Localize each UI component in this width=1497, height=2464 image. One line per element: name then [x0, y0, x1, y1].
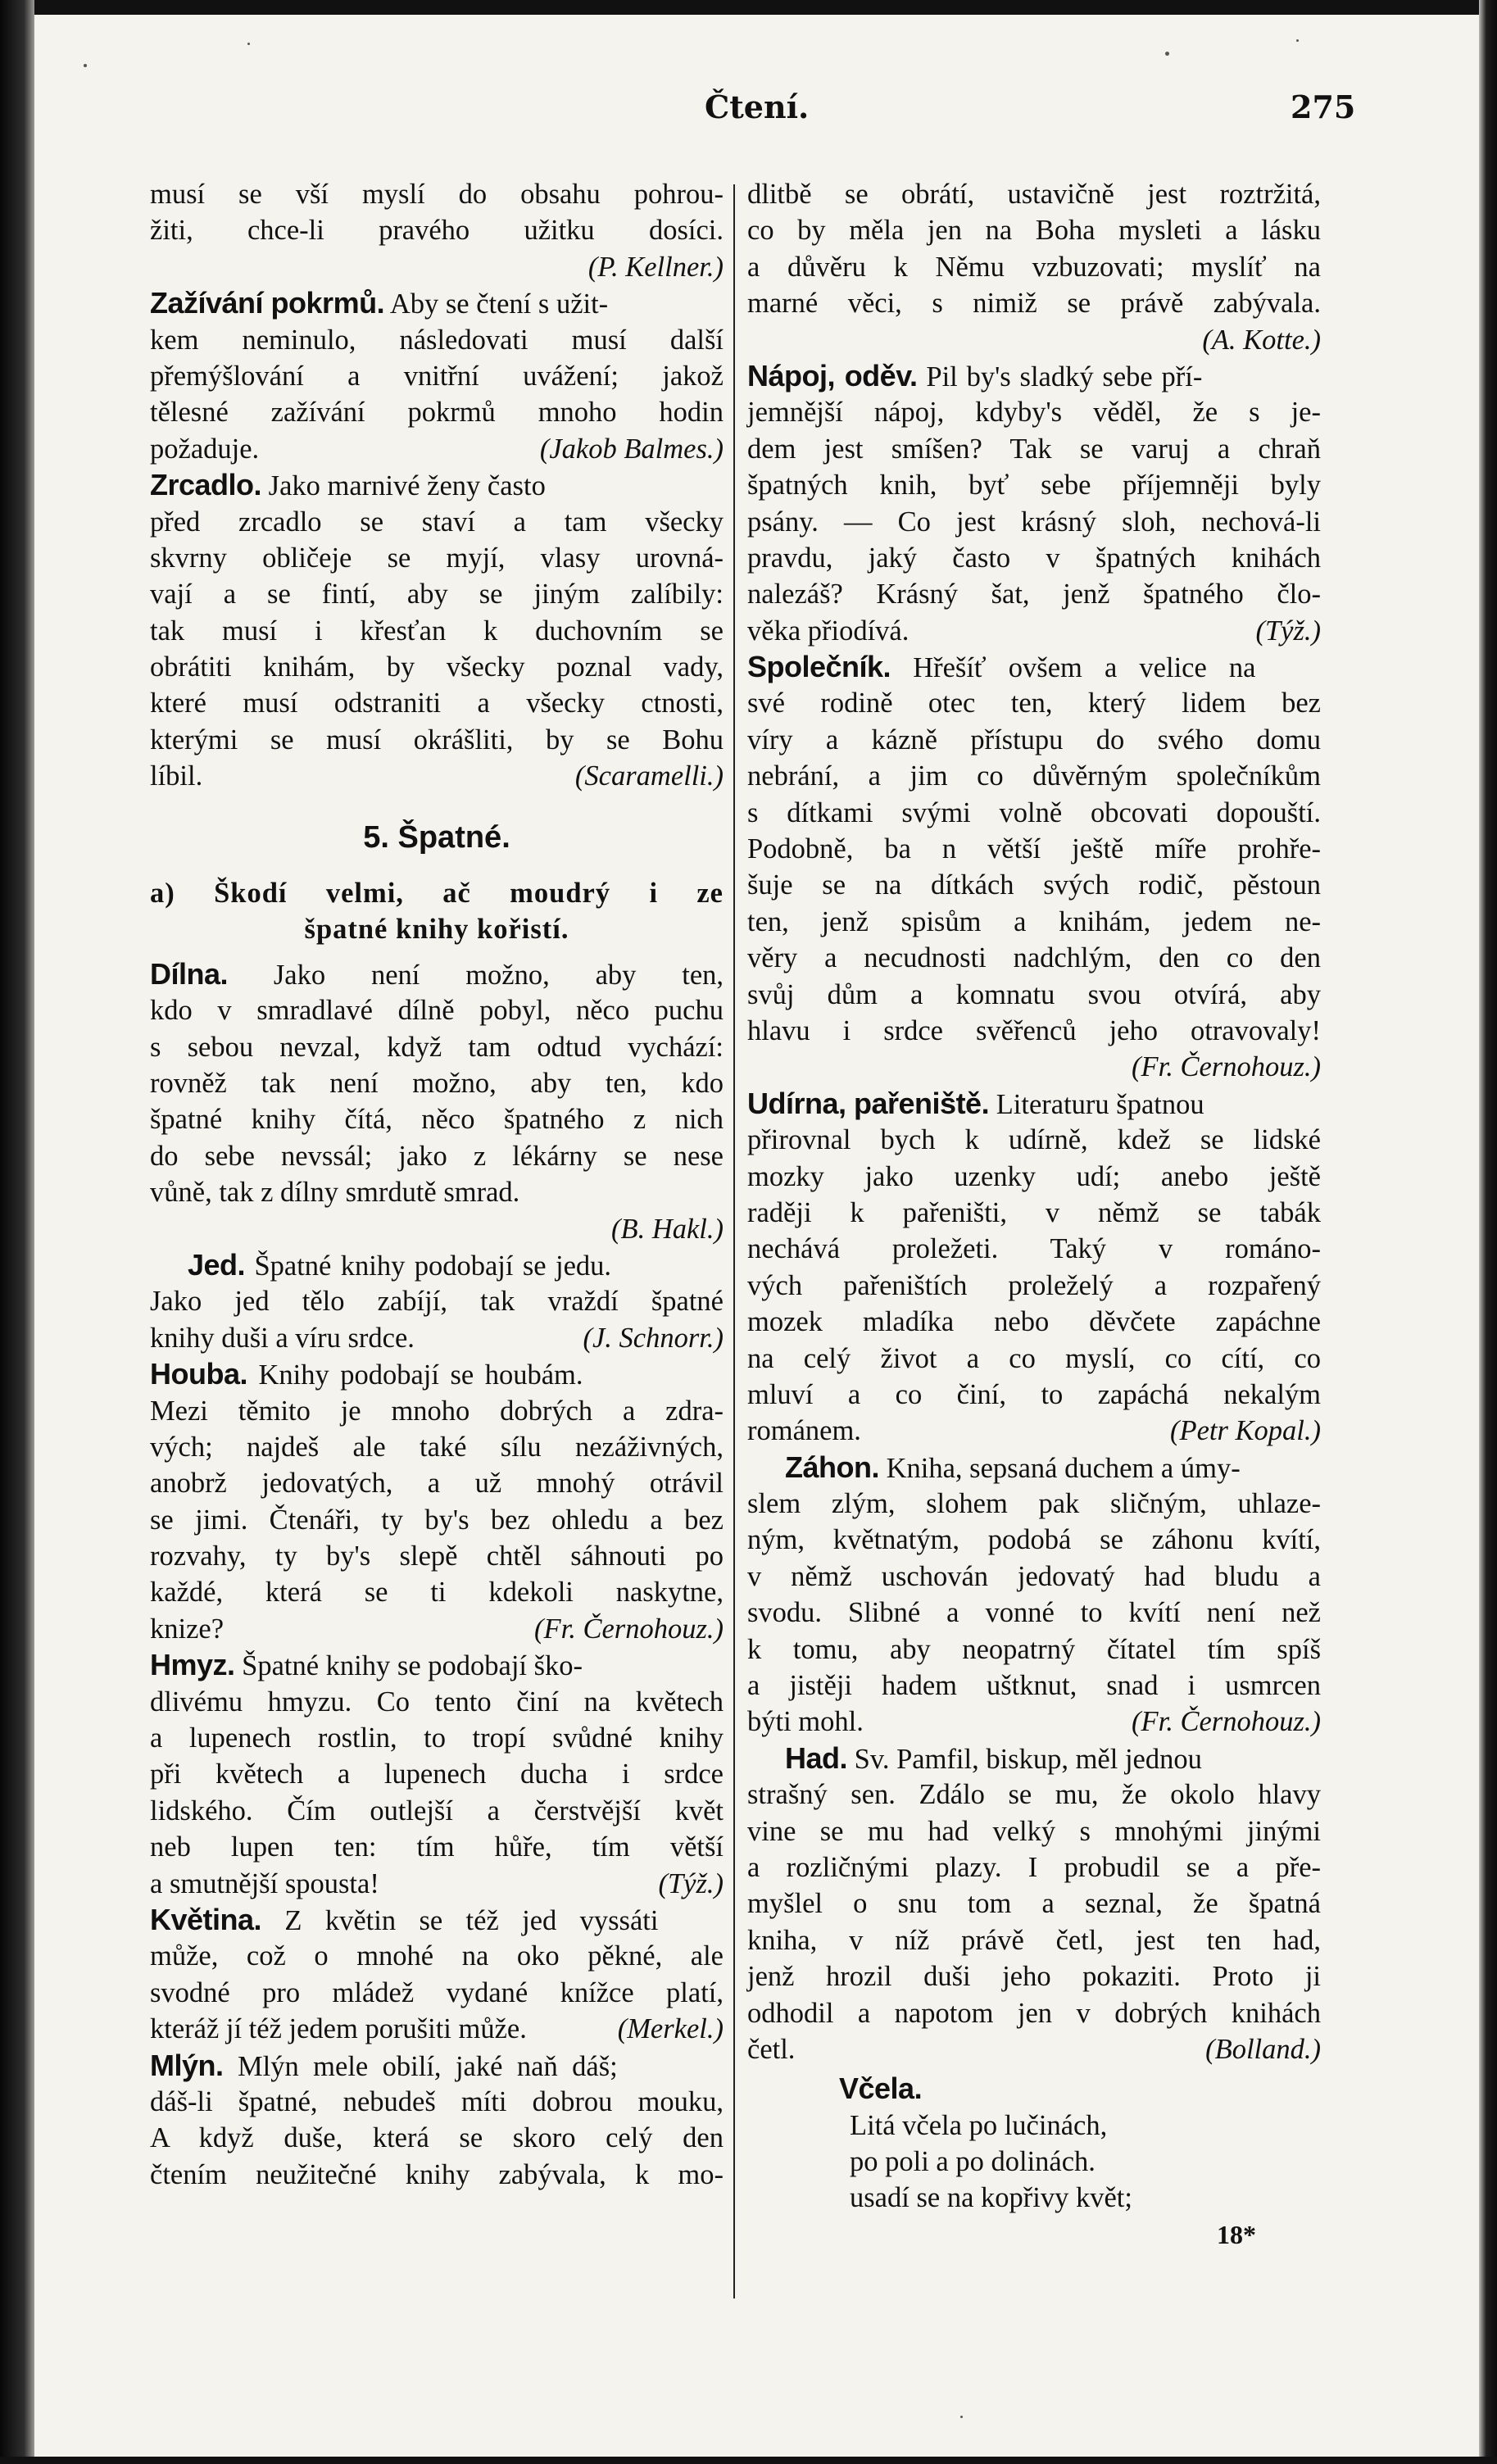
text-line: svůj dům a komnatu svou otvírá, aby [747, 978, 1321, 1010]
source-citation: (P. Kellner.) [587, 251, 724, 283]
text-line: Pil by's sladký sebe pří- [926, 361, 1203, 393]
text-line: marné věci, s nimiž se právě zabývala. [747, 288, 1321, 320]
text-line: ten, jenž spisům a knihám, jedem ne- [747, 905, 1321, 937]
entry-keyword: Udírna, pařeniště. [747, 1086, 990, 1120]
text-line: Jako marnivé ženy často [268, 470, 546, 502]
text-line: Jako jed tělo zabíjí, tak vraždí špatné [150, 1286, 724, 1318]
subsection-heading [150, 875, 724, 948]
text-line: jemnější nápoj, kdyby's věděl, že s je- [747, 397, 1321, 429]
text-line: a rozličnými plazy. I probudil se a pře- [747, 1851, 1321, 1883]
text-line: obrátiti knihám, by všecky poznal vady, [150, 651, 724, 683]
text-line: svodu. Slibné a vonné to kvítí není než [747, 1597, 1321, 1629]
text-line: se jimi. Čtenáři, ty by's bez ohledu a bez [150, 1504, 724, 1536]
entry-mlyn [150, 2048, 724, 2194]
source-citation: (Bolland.) [1205, 2033, 1321, 2065]
text-line: lidského. Čím outlejší a čerstvější květ [150, 1795, 724, 1826]
text-line: rovněž tak není možno, aby ten, kdo [150, 1068, 724, 1099]
source-citation: (Týž.) [1255, 615, 1321, 647]
text-line: líbil. [150, 760, 203, 792]
poem-line: usadí se na kopřivy květ; [850, 2182, 1132, 2214]
text-line: ným, květnatým, podobá se záhonu kvítí, [747, 1524, 1321, 1556]
text-line: své rodině otec ten, který lidem bez [747, 687, 1321, 719]
text-line: šuje se na dítkách svých rodič, pěstoun [747, 869, 1321, 901]
text-line: slem zlým, slohem pak sličným, uhlaze- [747, 1488, 1321, 1520]
text-line: věka přiodívá. [747, 615, 910, 647]
source-citation: (J. Schnorr.) [583, 1322, 724, 1354]
text-line: Literaturu špatnou [996, 1088, 1204, 1120]
text-line: mozky jako uzenky udí; anebo ještě [747, 1160, 1321, 1192]
text-line: které musí odstraniti a všecky ctnosti, [150, 687, 724, 719]
poem-line: po poli a po dolinách. [850, 2146, 1096, 2178]
text-line: raději k pařeništi, v němž se tabák [747, 1196, 1321, 1228]
source-citation: (Fr. Černohouz.) [1132, 1051, 1321, 1083]
text-line: kniha, v níž právě četl, jest ten had, [747, 1924, 1321, 1956]
entry-keyword: Jed. [188, 1247, 246, 1282]
text-line: kdo v smradlavé dílně pobyl, něco puchu [150, 995, 724, 1027]
page-number: 275 [1291, 88, 1356, 125]
entry-zahon [747, 1450, 1321, 1740]
source-citation: (Petr Kopal.) [1170, 1415, 1321, 1447]
text-line: mluví a co činí, to zapáchá nekalým [747, 1378, 1321, 1410]
text-line: Z květin se též jed vyssáti [284, 1904, 659, 1936]
text-line: do sebe nevssál; jako z lékárny se nese [150, 1140, 724, 1172]
text-line: špatné knihy čítá, něco špatného z nich [150, 1104, 724, 1136]
entry-houba [150, 1356, 724, 1647]
text-line: vůně, tak z dílny smrdutě smrad. [150, 1177, 520, 1209]
text-line: jenž hrozil duši jeho pokaziti. Proto ji [747, 1961, 1321, 1993]
text-line: dem jest smíšen? Tak se varuj a chraň [747, 433, 1321, 465]
entry-jed [150, 1247, 724, 1356]
text-line: knihy duši a víru srdce. [150, 1322, 415, 1354]
text-line: s sebou nevzal, když tam odtud vychází: [150, 1031, 724, 1063]
text-line: anobrž jedovatých, a už mnohý otrávil [150, 1468, 724, 1500]
text-line: skvrny obličeje se myjí, vlasy urovná- [150, 542, 724, 574]
text-line: Hřešíť ovšem a velice na [913, 652, 1256, 684]
text-line: dlitbě se obrátí, ustavičně jest roztržitá, [747, 179, 1321, 210]
text-line: Špatné knihy podobají se jedu. [254, 1250, 612, 1282]
text-line: hlavu i srdce svěřenců jeho otravovaly! [747, 1014, 1321, 1046]
text-line: co by měla jen na Boha mysleti a lásku [747, 215, 1321, 247]
entry-dilna [150, 956, 724, 1247]
text-line: přirovnal bych k udírně, kdež se lidské [747, 1124, 1321, 1156]
entry-keyword: Nápoj, oděv. [747, 358, 918, 393]
text-line: špatných knih, byť sebe příjemněji byly [747, 470, 1321, 501]
source-citation: (Scaramelli.) [574, 760, 724, 792]
entry-keyword: Zažívání pokrmů. [150, 286, 385, 320]
text-line: čtením neužitečné knihy zabývala, k mo- [150, 2158, 724, 2190]
text-line: Podobně, ba n větší ještě míře prohře- [747, 833, 1321, 865]
text-line: rozvahy, ty by's slepě chtěl sáhnouti po [150, 1541, 724, 1572]
entry-keyword: Hmyz. [150, 1648, 235, 1682]
text-line: četl. [747, 2033, 796, 2065]
text-line: Mlýn mele obilí, jaké naň dáš; [237, 2050, 618, 2082]
entry-kvetina [150, 1902, 724, 2048]
text-line: v němž uschován jedovatý had bludu a [747, 1560, 1321, 1592]
text-line: Jako není možno, aby ten, [273, 959, 724, 991]
text-line: a důvěru k Němu vzbuzovati; myslíť na [747, 251, 1321, 283]
text-line: mozek mladíka nebo děvčete zapáchne [747, 1306, 1321, 1338]
text-line: tak musí i křesťan k duchovním se [150, 615, 724, 647]
entry-keyword: Květina. [150, 1902, 262, 1936]
column-divider [733, 184, 735, 2298]
text-line: kem neminulo, následovati musí další [150, 324, 724, 356]
text-line: A když duše, která se skoro celý den [150, 2122, 724, 2154]
entry-continuation [747, 176, 1321, 358]
entry-had [747, 1740, 1321, 2068]
text-line: přemýšlování a vnitřní uvážení; jakož [150, 360, 724, 392]
text-line: Kniha, sepsaná duchem a úmy- [886, 1452, 1241, 1484]
subsection-line: špatné knihy kořistí. [304, 914, 569, 946]
left-column [150, 176, 724, 2193]
entry-hmyz [150, 1647, 724, 1902]
source-citation: (Fr. Černohouz.) [1132, 1706, 1321, 1738]
text-line: může, což o mnohé na oko pěkné, ale [150, 1940, 724, 1972]
text-line: při květech a lupenech ducha i srdce [150, 1758, 724, 1790]
text-line: psány. — Co jest krásný sloh, nechová-li [747, 506, 1321, 538]
text-line: strašný sen. Zdálo se mu, že okolo hlavy [747, 1779, 1321, 1811]
text-line: vých; najdeš ale také sílu nezáživných, [150, 1431, 724, 1463]
poem-line: Litá včela po lučinách, [850, 2109, 1108, 2141]
text-line: žiti, chce-li pravého užitku dosíci. [150, 215, 724, 247]
entry-keyword: Houba. [150, 1357, 247, 1391]
entry-keyword: Had. [785, 1740, 848, 1775]
text-line: odhodil a napotom jen v dobrých knihách [747, 1997, 1321, 2029]
entry-zrcadlo [150, 467, 724, 795]
entry-udirna [747, 1086, 1321, 1450]
entry-keyword: Společník. [747, 650, 891, 684]
text-line: svodné pro mládež vydané knížce platí, [150, 1976, 724, 2008]
text-line: vine se mu had velký s mnohými jinými [747, 1815, 1321, 1847]
text-line: s dítkami svými volně obcovati dopouští. [747, 796, 1321, 828]
source-citation: (B. Hakl.) [611, 1213, 724, 1245]
text-line: myšlel o snu tom a seznal, že špatná [747, 1888, 1321, 1920]
entry-intro [150, 176, 724, 285]
running-head-title: Čtení. [705, 88, 810, 125]
text-line: víry a kázně přístupu do svého domu [747, 724, 1321, 756]
text-line: dáš-li špatné, nebudeš míti dobrou mouku, [150, 2085, 724, 2117]
text-line: dlivému hmyzu. Co tento činí na květech [150, 1686, 724, 1718]
text-line: každé, která se ti kdekoli naskytne, [150, 1577, 724, 1609]
text-line: Špatné knihy se podobají ško- [242, 1650, 583, 1682]
entry-vcela [747, 2071, 1321, 2217]
text-line: na celý život a co myslí, co cítí, co [747, 1342, 1321, 1374]
right-column [747, 176, 1321, 2253]
text-line: vají a se fintí, aby se jiným zalíbily: [150, 579, 724, 610]
text-line: Knihy podobají se houbám. [258, 1359, 583, 1391]
text-line: nebrání, a jim co důvěrným společníkům [747, 760, 1321, 792]
text-line: vých pařeništích proleželý a rozpařený [747, 1269, 1321, 1301]
text-line: nalezáš? Krásný šat, jenž špatného člo- [747, 579, 1321, 610]
entry-keyword: Včela. [839, 2071, 923, 2106]
text-line: tělesné zažívání pokrmů mnoho hodin [150, 397, 724, 429]
entry-zazivani [150, 285, 724, 467]
text-line: kterými se musí okrášliti, by se Bohu [150, 724, 724, 756]
text-line: požaduje. [150, 433, 260, 465]
text-line: pravdu, jaký často v špatných knihách [747, 542, 1321, 574]
text-line: musí se vší myslí do obsahu pohrou- [150, 179, 724, 210]
subsection-line: a) Škodí velmi, ač moudrý i ze [150, 878, 724, 910]
text-line: neb lupen ten: tím hůře, tím větší [150, 1831, 724, 1863]
text-line: věry a necudnosti nadchlým, den co den [747, 942, 1321, 974]
entry-napoj [747, 358, 1321, 649]
source-citation: (Fr. Černohouz.) [534, 1613, 724, 1645]
text-line: Aby se čtení s užit- [389, 288, 609, 320]
source-citation: (Merkel.) [617, 2013, 724, 2045]
text-line: býti mohl. [747, 1706, 864, 1738]
text-line: a lupenech rostlin, to tropí svůdné knihy [150, 1722, 724, 1754]
source-citation: (Týž.) [658, 1867, 724, 1899]
text-line: a jistěji hadem uštknut, snad i usmrcen [747, 1670, 1321, 1702]
entry-keyword: Záhon. [785, 1450, 879, 1484]
entry-spolecnik [747, 649, 1321, 1086]
entry-keyword: Dílna. [150, 956, 229, 991]
entry-keyword: Mlýn. [150, 2048, 224, 2082]
section-heading: 5. Špatné. [363, 819, 510, 855]
text-line: a smutnější spousta! [150, 1867, 379, 1899]
text-line: knize? [150, 1613, 225, 1645]
text-line: k tomu, aby neopatrný čítatel tím spíš [747, 1633, 1321, 1665]
text-line: románem. [747, 1415, 861, 1447]
text-line: nechává proležeti. Taký v románo- [747, 1233, 1321, 1265]
signature-mark: 18* [1217, 2219, 1256, 2249]
source-citation: (A. Kotte.) [1202, 324, 1321, 356]
text-line: kteráž jí též jedem porušiti může. [150, 2013, 527, 2045]
text-line: před zrcadlo se staví a tam všecky [150, 506, 724, 538]
text-line: Sv. Pamfil, biskup, měl jednou [854, 1743, 1202, 1775]
text-line: Mezi těmito je mnoho dobrých a zdra- [150, 1395, 724, 1427]
entry-keyword: Zrcadlo. [150, 468, 262, 502]
source-citation: (Jakob Balmes.) [539, 433, 724, 465]
